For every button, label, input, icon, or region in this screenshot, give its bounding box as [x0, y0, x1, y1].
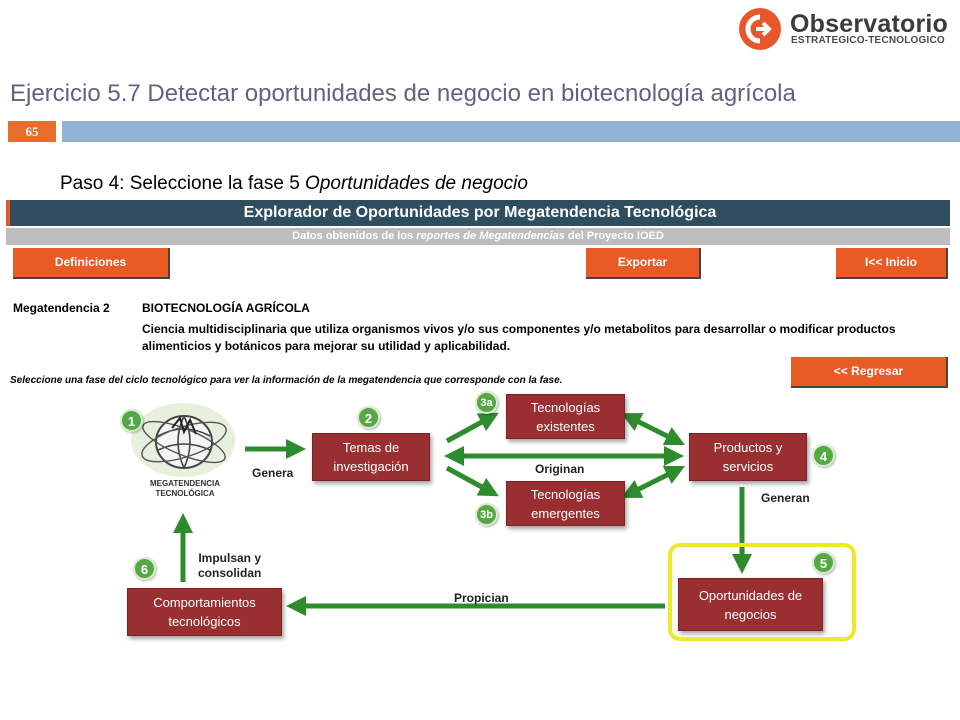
- phase-tecnologias-existentes[interactable]: Tecnologías existentes: [506, 394, 625, 439]
- export-button[interactable]: Exportar: [586, 248, 701, 279]
- badge-phase-3a: 3a: [475, 391, 498, 414]
- badge-phase-3b: 3b: [475, 503, 498, 526]
- slide-title: Ejercicio 5.7 Detectar oportunidades de negocio en biotecnología agrícola: [10, 80, 796, 107]
- back-button[interactable]: << Regresar: [791, 357, 948, 388]
- arrow-temas-existentes: [447, 417, 491, 441]
- arrow-existentes-productos: [631, 418, 677, 441]
- slide-number: 65: [8, 121, 56, 142]
- megatrend-globe-icon[interactable]: [128, 398, 238, 478]
- phase-tecnologias-emergentes[interactable]: Tecnologías emergentes: [506, 481, 625, 526]
- arrow-emergentes-productos: [631, 470, 677, 493]
- phase-comportamientos-tecnologicos[interactable]: Comportamientos tecnológicos: [127, 588, 282, 636]
- logo-subtitle: ESTRATEGICO-TECNOLOGICO: [791, 35, 945, 46]
- label-originan: Originan: [535, 462, 585, 476]
- badge-phase-2: 2: [357, 406, 380, 429]
- logo-title: Observatorio: [790, 10, 949, 38]
- definitions-button[interactable]: Definiciones: [13, 248, 170, 279]
- label-impulsan-consolidan: Impulsan y consolidan: [198, 551, 262, 580]
- megatrend-name: BIOTECNOLOGÍA AGRÍCOLA: [142, 301, 310, 315]
- badge-phase-5: 5: [812, 551, 835, 574]
- label-generan: Generan: [761, 491, 810, 505]
- phase-oportunidades-negocios[interactable]: Oportunidades de negocios: [678, 578, 823, 631]
- label-genera: Genera: [252, 466, 294, 480]
- phase-productos-servicios[interactable]: Productos y servicios: [689, 433, 807, 481]
- badge-phase-4: 4: [812, 444, 835, 467]
- home-button[interactable]: I<< Inicio: [836, 248, 948, 279]
- label-propician: Propician: [454, 591, 509, 605]
- phase-instruction: Seleccione una fase del ciclo tecnológico para ver la información de la megatendencia que corresponde con la fase.: [10, 375, 563, 386]
- subheader-post: del Proyecto IOED: [564, 230, 664, 242]
- step-emphasis: Oportunidades de negocio: [305, 173, 528, 194]
- step-prefix: Paso 4: Seleccione la fase 5: [60, 173, 306, 194]
- badge-phase-6: 6: [133, 557, 156, 580]
- subheader-emph: reportes de Megatendencias: [416, 230, 565, 242]
- megatrend-label: Megatendencia 2: [13, 301, 110, 315]
- megatrend-description: Ciencia multidisciplinaria que utiliza organismos vivos y/o sus componentes y/o metabolitos para desarrollar o modificar productos alimenticios y botánicos para mejorar su utilidad y aplicabilidad.: [142, 322, 896, 353]
- phase-temas-investigacion[interactable]: Temas de investigación: [312, 433, 430, 481]
- arrow-temas-emergentes: [447, 468, 491, 492]
- explorer-header: Explorador de Oportunidades por Megatendencia Tecnológica: [6, 200, 950, 226]
- badge-phase-1: 1: [120, 409, 143, 432]
- megatrend-icon-label: MEGATENDENCIA TECNOLÓGICA: [149, 479, 221, 498]
- subheader-pre: Datos obtenidos de los: [292, 230, 417, 242]
